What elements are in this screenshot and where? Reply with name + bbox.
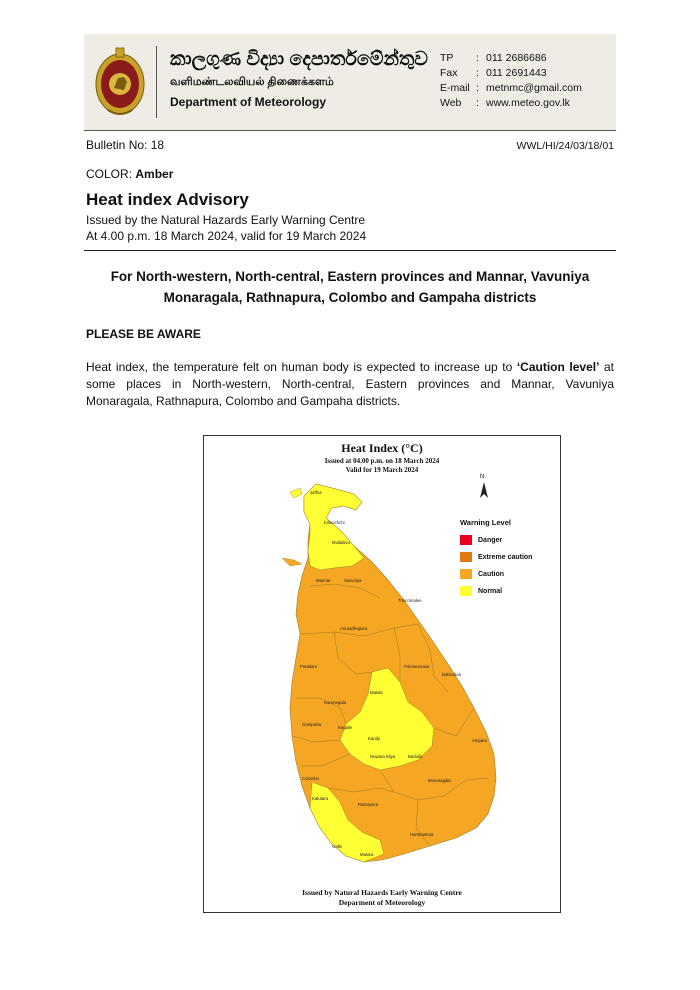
- caution-level: ‘Caution level’: [516, 360, 600, 374]
- bulletin-reference: WWL/HI/24/03/18/01: [516, 140, 614, 152]
- normal-zone-north: [304, 484, 364, 570]
- label-jaffna: Jaffna: [310, 490, 322, 495]
- letterhead: [84, 34, 616, 131]
- contact-row: E-mail : metnmc@gmail.com: [440, 82, 582, 94]
- contact-row: Fax : 011 2691443: [440, 67, 547, 79]
- label-batticaloa: Batticaloa: [442, 672, 461, 677]
- legend-item-normal: Normal: [460, 586, 550, 596]
- jaffna-islands: [290, 488, 302, 498]
- org-name-sinhala: කාලගුණ විද්‍යා දෙපාර්තමේන්තුව: [170, 49, 428, 70]
- label-kalutara: Kalutara: [312, 796, 329, 801]
- bulletin-number: Bulletin No: 18: [86, 138, 165, 152]
- label-hambantota: Hambantota: [410, 832, 434, 837]
- advisory-text: Heat index, the temperature felt on human body is expected to increase up to ‘Caution level’ at some places in North-western, North-central, Eastern provinces and Mannar, Vavuniya Monaragala, Rathnapura, Colombo and Gampaha districts.: [86, 360, 614, 408]
- map-issued: Issued at 04.00 p.m. on 18 March 2024: [324, 457, 440, 465]
- label-colombo: Colombo: [302, 776, 320, 781]
- header-divider: [156, 46, 157, 118]
- label-kurunegala: Kurunegala: [324, 700, 346, 705]
- sri-lanka-map: [204, 436, 560, 912]
- north-arrow-icon: N: [477, 474, 491, 500]
- alert-color-value: Amber: [135, 167, 174, 181]
- label-mullaitivu: Mullaitivu: [332, 540, 350, 545]
- mannar-island: [282, 558, 302, 566]
- label-matale: Matale: [370, 690, 383, 695]
- label-kegalle: Kegalle: [338, 725, 353, 730]
- label-vavuniya: Vavuniya: [344, 578, 362, 583]
- label-puttalam: Puttalam: [300, 664, 317, 669]
- contact-row: TP : 011 2686686: [440, 52, 547, 64]
- alert-color-label: COLOR:: [86, 167, 133, 181]
- label-gampaha: Gampaha: [302, 722, 321, 727]
- label-badulla: Badulla: [408, 754, 423, 759]
- contact-row: Web : www.meteo.gov.lk: [440, 97, 570, 109]
- label-matara: Matara: [360, 852, 374, 857]
- org-name-tamil: வளிமண்டலவியல் திணைக்களம்: [170, 76, 334, 88]
- map-legend: [460, 518, 550, 603]
- label-nuwara-eliya: Nuwara Eliya: [370, 754, 396, 759]
- legend-item-caution: Caution: [460, 569, 550, 579]
- advisory-title: Heat index Advisory: [86, 190, 249, 209]
- heat-index-map: [203, 435, 561, 913]
- legend-title: Warning Level: [460, 518, 511, 527]
- label-monaragala: Monaragala: [428, 778, 451, 783]
- label-ampara: Ampara: [472, 738, 488, 743]
- label-kilinochchi: Kilinochchi: [324, 520, 345, 525]
- label-kandy: Kandy: [368, 736, 381, 741]
- sri-lanka-emblem-icon: [94, 44, 146, 120]
- map-footer-issuer: Issued by Natural Hazards Early Warning Centre: [302, 888, 462, 897]
- label-anuradhapura: Anuradhapura: [340, 626, 368, 631]
- map-title: Heat Index (°C): [341, 441, 423, 455]
- map-footer-department: Deparment of Meteorology: [338, 898, 426, 907]
- label-trincomalee: Trincomalee: [398, 598, 422, 603]
- label-polonnaruwa: Polonnaruwa: [404, 664, 430, 669]
- label-ratnapura: Ratnapura: [358, 802, 379, 807]
- legend-item-danger: Danger: [460, 535, 550, 545]
- issued-at: At 4.00 p.m. 18 March 2024, valid for 19 March 2024: [86, 229, 367, 243]
- legend-item-extreme-caution: Extreme caution: [460, 552, 550, 562]
- organization-names: [170, 48, 428, 112]
- label-mannar: Mannar: [316, 578, 331, 583]
- affected-areas: For North-western, North-central, Eastern provinces and Mannar, Vavuniya Monaragala, Rathnapura, Colombo and Gampaha districts: [110, 269, 590, 305]
- map-valid: Valid for 19 March 2024: [345, 466, 419, 474]
- contact-block: [440, 51, 582, 111]
- issued-by: Issued by the Natural Hazards Early Warning Centre: [86, 213, 366, 227]
- divider: [84, 250, 616, 251]
- alert-color: [86, 167, 173, 181]
- issue-details: [86, 212, 366, 244]
- please-be-aware: PLEASE BE AWARE: [86, 327, 201, 341]
- label-galle: Galle: [332, 844, 343, 849]
- org-name-english: Department of Meteorology: [170, 95, 327, 109]
